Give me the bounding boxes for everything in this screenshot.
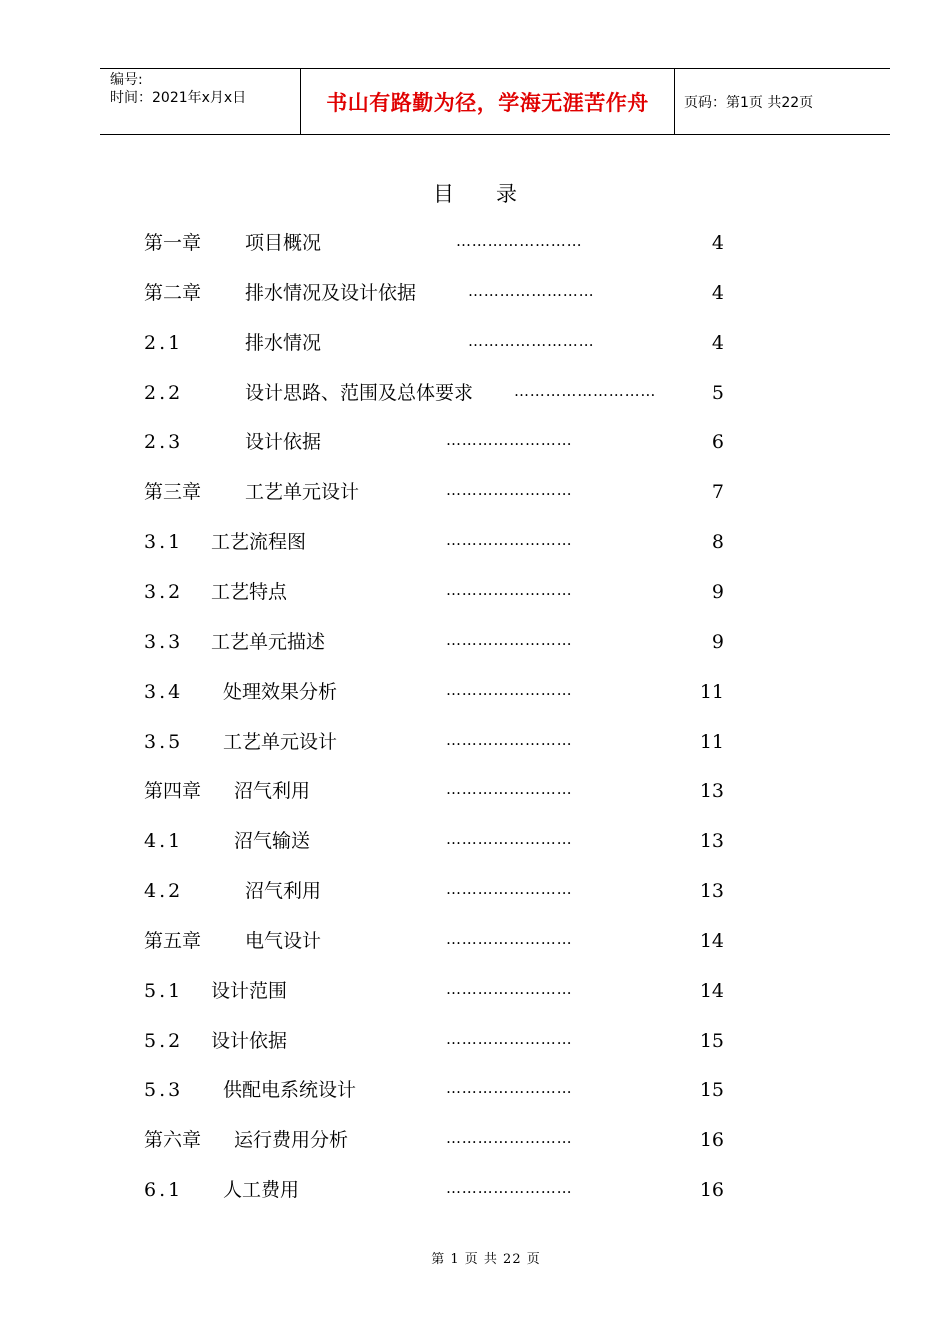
toc-entry-label: 处理效果分析 — [223, 680, 338, 703]
toc-entry-page: 13 — [699, 880, 724, 903]
toc-entry[interactable] — [0, 627, 950, 657]
toc-leader-dots: …………………… — [446, 580, 573, 599]
toc-entry-page: 6 — [711, 431, 724, 454]
toc-entry[interactable] — [0, 228, 950, 258]
toc-entry[interactable] — [0, 976, 950, 1006]
toc-leader-dots: …………………… — [468, 281, 595, 300]
toc-leader-dots: …………………… — [446, 880, 573, 899]
toc-entry[interactable] — [0, 876, 950, 906]
toc-entry-page: 8 — [711, 531, 724, 554]
toc-entry[interactable] — [0, 278, 950, 308]
toc-entry-number: 第四章 — [144, 780, 202, 803]
header-motto: 书山有路勤为径，学海无涯苦作舟 — [301, 69, 675, 134]
toc-entry-number: 4.2 — [144, 880, 184, 903]
toc-entry-label: 工艺单元设计 — [223, 730, 338, 753]
toc-entry[interactable] — [0, 427, 950, 457]
page-footer: 第 1 页 共 22 页 — [431, 1252, 541, 1267]
toc-entry-page: 9 — [711, 580, 724, 603]
toc-leader-dots: …………………… — [446, 1029, 573, 1048]
toc-entry-label: 工艺单元设计 — [245, 481, 360, 504]
toc-entry-number: 2.1 — [144, 331, 184, 354]
toc-entry-label: 工艺特点 — [211, 580, 288, 603]
toc-leader-dots: …………………… — [446, 1079, 573, 1098]
toc-entry-page: 15 — [699, 1079, 724, 1102]
toc-entry-number: 3.4 — [144, 680, 184, 703]
toc-entry[interactable] — [0, 378, 950, 408]
toc-entry-number: 第五章 — [144, 929, 202, 952]
toc-leader-dots: …………………… — [446, 929, 573, 948]
toc-entry-page: 5 — [711, 381, 724, 404]
toc-entry-page: 14 — [699, 979, 724, 1002]
toc-leader-dots: …………………… — [446, 1129, 573, 1148]
toc-entry-page: 15 — [699, 1029, 724, 1052]
toc-leader-dots: …………………… — [468, 331, 595, 350]
document-header — [100, 68, 890, 135]
toc-entry-number: 4.1 — [144, 830, 184, 853]
toc-entry[interactable] — [0, 1026, 950, 1056]
toc-leader-dots: …………………… — [446, 830, 573, 849]
toc-entry-label: 工艺单元描述 — [211, 630, 326, 653]
toc-leader-dots: …………………… — [446, 730, 573, 749]
toc-entry[interactable] — [0, 527, 950, 557]
toc-entry-number: 3.2 — [144, 580, 184, 603]
toc-entry-number: 5.3 — [144, 1079, 184, 1102]
toc-entry[interactable] — [0, 328, 950, 358]
toc-title-right: 录 — [496, 182, 517, 206]
toc-leader-dots: …………………… — [446, 979, 573, 998]
toc-leader-dots: …………………… — [446, 531, 573, 550]
toc-entry-number: 3.5 — [144, 730, 184, 753]
toc-entry-label: 沼气利用 — [245, 880, 322, 903]
toc-leader-dots: ……………………… — [514, 381, 657, 400]
toc-entry-label: 运行费用分析 — [234, 1129, 349, 1152]
toc-entry[interactable] — [0, 1125, 950, 1155]
toc-entry-label: 排水情况 — [245, 331, 322, 354]
toc-entry[interactable] — [0, 477, 950, 507]
toc-entry-number: 5.1 — [144, 979, 184, 1002]
toc-entry-page: 7 — [711, 481, 724, 504]
toc-leader-dots: …………………… — [446, 431, 573, 450]
toc-leader-dots: …………………… — [456, 232, 583, 250]
toc-leader-dots: …………………… — [446, 780, 573, 799]
toc-entry-label: 工艺流程图 — [211, 531, 307, 554]
toc-entry-label: 沼气利用 — [234, 780, 311, 803]
toc-entry[interactable] — [0, 727, 950, 757]
toc-entry-label: 设计范围 — [211, 979, 288, 1002]
toc-entry-number: 2.2 — [144, 381, 184, 404]
toc-entry-label: 人工费用 — [223, 1179, 300, 1202]
toc-entry[interactable] — [0, 1175, 950, 1205]
toc-title-left: 目 — [433, 182, 454, 206]
toc-entry-number: 第一章 — [144, 232, 202, 254]
toc-entry-page: 11 — [699, 730, 724, 753]
toc-entry-number: 5.2 — [144, 1029, 184, 1052]
toc-leader-dots: …………………… — [446, 630, 573, 649]
toc-entry-page: 4 — [711, 281, 724, 304]
toc-entry-number: 2.3 — [144, 431, 184, 454]
toc-leader-dots: …………………… — [446, 1179, 573, 1198]
toc-title — [0, 178, 950, 208]
toc-entry-label: 供配电系统设计 — [223, 1079, 357, 1102]
toc-entry[interactable] — [0, 926, 950, 956]
toc-entry-page: 16 — [699, 1179, 724, 1202]
toc-leader-dots: …………………… — [446, 481, 573, 500]
toc-entry-number: 第三章 — [144, 481, 202, 504]
toc-entry[interactable] — [0, 577, 950, 607]
toc-entry-label: 沼气输送 — [234, 830, 311, 853]
toc-entry-page: 4 — [711, 331, 724, 354]
toc-entry[interactable] — [0, 677, 950, 707]
toc-entry-label: 排水情况及设计依据 — [245, 281, 417, 304]
time-label: 时间：2021年x月x日 — [110, 90, 247, 106]
toc-entry-page: 16 — [699, 1129, 724, 1152]
toc-entry-label: 电气设计 — [245, 929, 322, 952]
toc-entry-page: 9 — [711, 630, 724, 653]
toc-entry-number: 3.3 — [144, 630, 184, 653]
toc-entry-page: 13 — [699, 780, 724, 803]
toc-entry-label: 设计依据 — [211, 1029, 288, 1052]
toc-leader-dots: …………………… — [446, 680, 573, 699]
toc-entry-label: 设计思路、范围及总体要求 — [245, 381, 474, 404]
toc-entry-page: 11 — [699, 680, 724, 703]
serial-number-label: 编号: — [110, 72, 143, 88]
toc-entry-number: 第二章 — [144, 281, 202, 304]
toc-entry-label: 项目概况 — [245, 232, 322, 254]
toc-entry-number: 第六章 — [144, 1129, 202, 1152]
toc-entry[interactable] — [0, 776, 950, 806]
header-meta-cell — [100, 69, 301, 134]
toc-entry-page: 4 — [711, 232, 724, 254]
toc-entry-number: 6.1 — [144, 1179, 184, 1202]
toc-entry-page: 14 — [699, 929, 724, 952]
toc-entry[interactable] — [0, 1075, 950, 1105]
toc-entry-page: 13 — [699, 830, 724, 853]
toc-entry-label: 设计依据 — [245, 431, 322, 454]
toc-entry[interactable] — [0, 826, 950, 856]
toc-entry-number: 3.1 — [144, 531, 184, 554]
header-page-info: 页码：第1页 共22页 — [684, 94, 814, 111]
